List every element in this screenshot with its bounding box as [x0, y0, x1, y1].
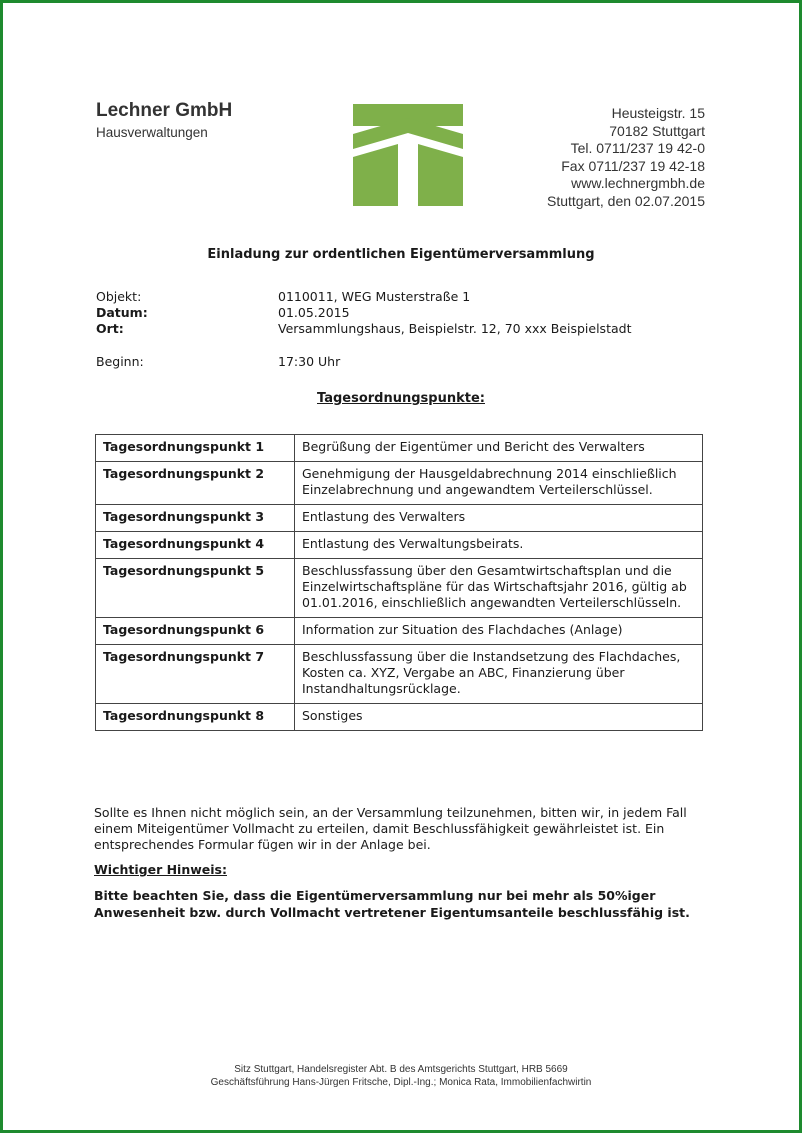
- agenda-item-key: Tagesordnungspunkt 6: [96, 618, 295, 645]
- hint-text: Bitte beachten Sie, dass die Eigentümerversammlung nur bei mehr als 50%iger Anwesenheit bzw. durch Vollmacht vertretener Eigentumsanteile beschlussfähig ist.: [94, 888, 690, 920]
- hint-heading: Wichtiger Hinweis:: [94, 862, 227, 877]
- address-phone: Tel. 0711/237 19 42-0: [570, 140, 705, 156]
- datum-value: 01.05.2015: [278, 305, 350, 320]
- letter-date: Stuttgart, den 02.07.2015: [546, 192, 705, 209]
- agenda-item-text: Information zur Situation des Flachdaches (Anlage): [295, 618, 703, 645]
- beginn-label: Beginn:: [96, 354, 144, 369]
- agenda-item-key: Tagesordnungspunkt 7: [96, 645, 295, 704]
- agenda-item-text: Begrüßung der Eigentümer und Bericht des Verwalters: [295, 435, 703, 462]
- table-row: [96, 505, 703, 532]
- agenda-table: [95, 434, 703, 731]
- footer-line-management: Geschäftsführung Hans-Jürgen Fritsche, Dipl.-Ing.; Monica Rata, Immobilienfachwirtin: [210, 1077, 592, 1088]
- table-row: [96, 435, 703, 462]
- address-website: www.lechnergmbh.de: [571, 175, 705, 191]
- table-row: [96, 704, 703, 731]
- table-row: [96, 532, 703, 559]
- beginn-value: 17:30 Uhr: [278, 354, 341, 369]
- footer-line-registry: Sitz Stuttgart, Handelsregister Abt. B des Amtsgerichts Stuttgart, HRB 5669: [234, 1064, 568, 1075]
- agenda-heading: Tagesordnungspunkte:: [317, 391, 485, 406]
- objekt-label: Objekt:: [96, 289, 142, 304]
- datum-label: Datum:: [96, 305, 148, 320]
- table-row: [96, 462, 703, 505]
- table-row: [96, 559, 703, 618]
- agenda-item-key: Tagesordnungspunkt 1: [96, 435, 295, 462]
- agenda-item-text: Genehmigung der Hausgeldabrechnung 2014 einschließlich Einzelabrechnung und angewandtem Verteilerschlüssel.: [295, 462, 703, 505]
- agenda-item-text: Entlastung des Verwaltungsbeirats.: [295, 532, 703, 559]
- agenda-item-text: Beschlussfassung über den Gesamtwirtschaftsplan und die Einzelwirtschaftspläne für das Wirtschaftsjahr 2016, gültig ab 01.01.2016, einschließlich angewandten Verteilerschlüsseln.: [295, 559, 703, 618]
- ort-label: Ort:: [96, 321, 124, 336]
- address-street: Heusteigstr. 15: [611, 105, 705, 121]
- closing-paragraph: Sollte es Ihnen nicht möglich sein, an der Versammlung teilzunehmen, bitten wir, in jedem Fall einem Miteigentümer Vollmacht zu erteilen, damit Beschlussfähigkeit gewährleistet ist. Ein entsprechendes Formular fügen wir in der Anlage bei.: [94, 805, 687, 852]
- agenda-item-key: Tagesordnungspunkt 3: [96, 505, 295, 532]
- agenda-item-text: Sonstiges: [295, 704, 703, 731]
- objekt-value: 0110011, WEG Musterstraße 1: [278, 289, 471, 304]
- agenda-item-text: Beschlussfassung über die Instandsetzung des Flachdaches, Kosten ca. XYZ, Vergabe an ABC, Finanzierung über Instandhaltungsrücklage.: [295, 645, 703, 704]
- agenda-item-text: Entlastung des Verwalters: [295, 505, 703, 532]
- document-title: Einladung zur ordentlichen Eigentümerversammlung: [207, 247, 595, 262]
- company-name: Lechner GmbH: [96, 100, 233, 121]
- table-row: [96, 645, 703, 704]
- address-fax: Fax 0711/237 19 42-18: [561, 157, 705, 174]
- house-roof-logo-icon: [353, 104, 463, 206]
- begin-row: [96, 354, 496, 369]
- agenda-item-key: Tagesordnungspunkt 4: [96, 532, 295, 559]
- address-city: 70182 Stuttgart: [609, 122, 705, 139]
- agenda-item-key: Tagesordnungspunkt 2: [96, 462, 295, 505]
- agenda-item-key: Tagesordnungspunkt 5: [96, 559, 295, 618]
- ort-value: Versammlungshaus, Beispielstr. 12, 70 xxx Beispielstadt: [278, 321, 632, 336]
- company-subtitle: Hausverwaltungen: [96, 125, 208, 140]
- agenda-item-key: Tagesordnungspunkt 8: [96, 704, 295, 731]
- sender-address: [547, 105, 705, 210]
- company-block: [96, 100, 232, 140]
- table-row: [96, 618, 703, 645]
- footer: [0, 1063, 802, 1089]
